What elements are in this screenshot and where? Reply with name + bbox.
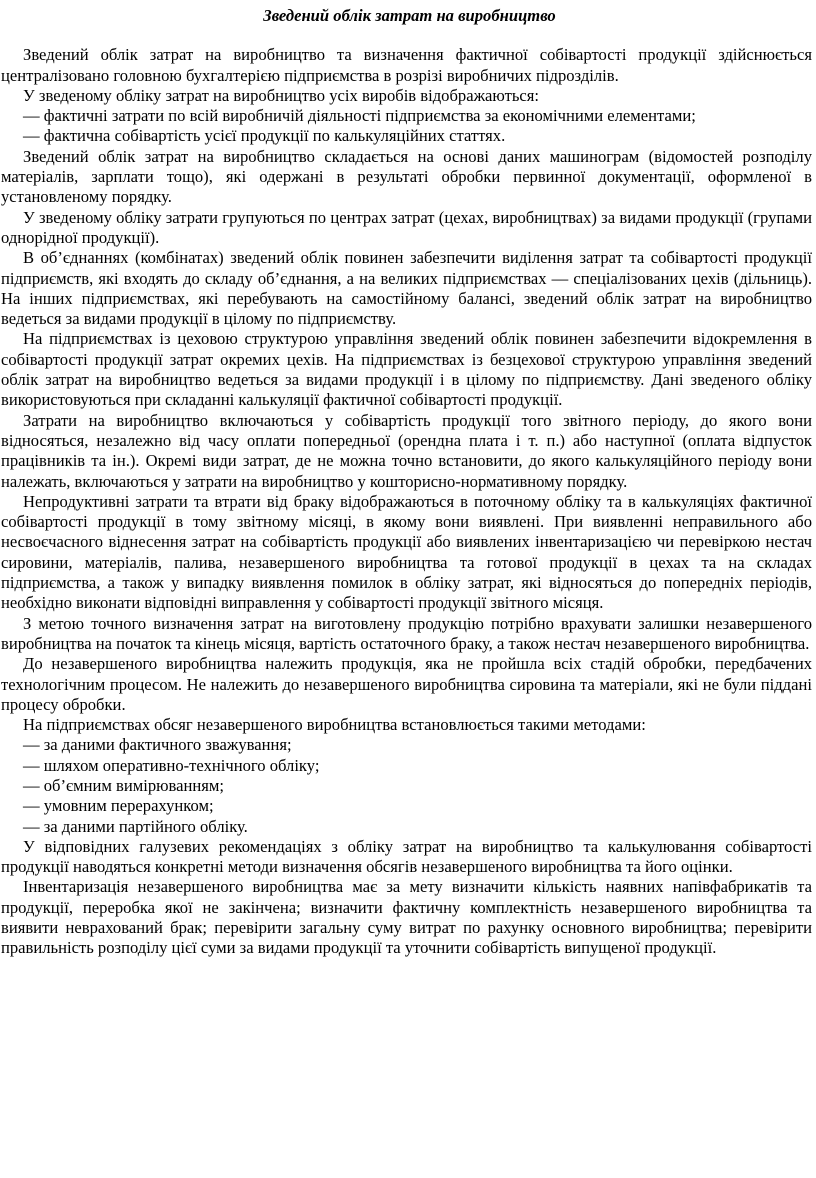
paragraph: Затрати на виробництво включаються у собівартість продукції того звітного періоду, до якого вони відносяться, незалежно від часу оплати попередньої (орендна плата і т. п.) або наступної (оплата відпусток працівників та ін.). Окремі види затрат, де не можна точно встановити, до якого калькуляційного періоду вони належать, включаються у затрати на виробництво у кошторисно-нормативному порядку. [1, 410, 812, 491]
list-item: — шляхом оперативно-технічного обліку; [23, 755, 320, 775]
list-item: — об’ємним вимірюванням; [23, 775, 225, 795]
paragraph: На підприємствах із цеховою структурою управління зведений облік повинен забезпечити відокремлення в собівартості продукції затрат окремих цехів. На підприємствах із безцехової структурою управління зведений облік затрат на виробництво ведеться за видами продукції і в цілому по підприємству. Дані зведеного обліку використовуються при складанні калькуляції фактичної собівартості продукції. [1, 329, 812, 410]
paragraph: Непродуктивні затрати та втрати від браку відображаються в поточному обліку та в калькуляціях фактичної собівартості продукції в тому звітному місяці, в якому вони виявлені. При виявленні неправильного або несвоєчасного віднесення затрат на собівартість продукції або виявлених інвентаризацією чи перевіркою нестач сировини, матеріалів, палива, незавершеного виробництва та готової продукції в цехах та на складах підприємства, а також у випадку виявлення помилок в обліку затрат, які відносяться до попередніх періодів, необхідно виконати відповідні виправлення у собівартості продукції звітного місяця. [1, 491, 812, 613]
list-item: — за даними фактичного зважування; [23, 735, 292, 755]
list-item: — умовним перерахунком; [23, 796, 214, 816]
paragraph: До незавершеного виробництва належить продукція, яка не пройшла всіх стадій обробки, передбачених технологічним процесом. Не належить до незавершеного виробництва сировина та матеріали, які не були піддані процесу обробки. [1, 654, 812, 714]
document-title: Зведений облік затрат на виробництво [263, 6, 556, 25]
list-item: — фактичні затрати по всій виробничій діяльності підприємства за економічними елементами; [23, 106, 696, 126]
paragraph: На підприємствах обсяг незавершеного виробництва встановлюється такими методами: [23, 715, 646, 735]
paragraph: Зведений облік затрат на виробництво складається на основі даних машинограм (відомостей розподілу матеріалів, зарплати тощо), які одержані в результаті обробки первинної документації, оформленої в установленому порядку. [1, 146, 812, 207]
paragraph: З метою точного визначення затрат на виготовлену продукцію потрібно врахувати залишки незавершеного виробництва на початок та кінець місяця, вартість остаточного браку, а також нестач незавершеного виробництва. [1, 613, 812, 653]
paragraph: Інвентаризація незавершеного виробництва має за мету визначити кількість наявних напівфабрикатів та продукції, переробка якої не закінчена; визначити фактичну комплектність незавершеного виробництва та виявити неврахований брак; перевірити загальну суму витрат по рахунку основного виробництва; перевірити правильність розподілу цієї суми за видами продукції та уточнити собівартість випущеної продукції. [1, 877, 812, 958]
list-item: — фактична собівартість усієї продукції по калькуляційних статтях. [23, 126, 506, 146]
paragraph: У зведеному обліку затрат на виробництво усіх виробів відображаються: [23, 85, 540, 105]
paragraph: Зведений облік затрат на виробництво та визначення фактичної собівартості продукції здійснюється централізовано головною бухгалтерією підприємства в розрізі виробничих підрозділів. [1, 45, 812, 85]
list-item: — за даними партійного обліку. [23, 816, 248, 836]
paragraph: У відповідних галузевих рекомендаціях з обліку затрат на виробництво та калькулювання собівартості продукції наводяться конкретні методи визначення обсягів незавершеного виробництва та його оцінки. [1, 836, 812, 877]
paragraph: У зведеному обліку затрати групуються по центрах затрат (цехах, виробництвах) за видами продукції (групами однорідної продукції). [1, 207, 812, 247]
paragraph: В об’єднаннях (комбінатах) зведений облік повинен забезпечити виділення затрат та собівартості продукції підприємств, які входять до складу об’єднання, а на великих підприємствах — спеціалізованих цехів (дільниць). На інших підприємствах, які перебувають на самостійному балансі, зведений облік затрат на виробництво ведеться за видами продукції в цілому по підприємству. [1, 248, 812, 329]
